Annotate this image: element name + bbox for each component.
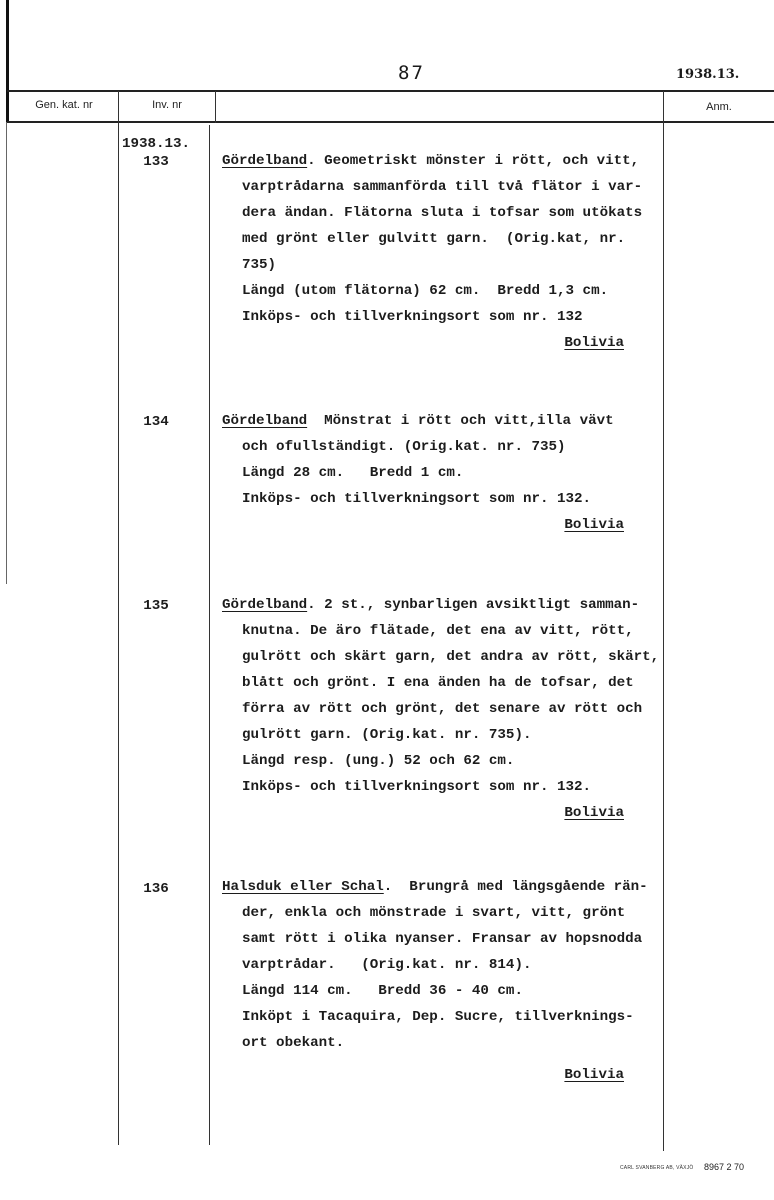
column-divider-desc-anm [663,91,664,1151]
column-divider-gen-inv [118,91,119,1145]
header-inv-nr: Inv. nr [152,99,182,111]
inv-number-prefix [116,135,196,171]
entry-line: varptrådarna sammanförda till två flätor i var- [242,179,643,195]
entry-line: samt rött i olika nyanser. Fransar av hopsnodda [242,931,643,947]
accession-reference: 1938.13. [676,67,740,82]
entry-line: gulrött och skärt garn, det andra av rött, skärt, [242,649,660,665]
inv-prefix: 1938.13. [121,136,191,152]
column-divider-inv-desc-header [215,91,216,123]
entry-country: Bolivia [564,335,624,351]
entry-title: Halsduk eller Schal [222,879,384,895]
form-number: 8967 2 70 [704,1162,745,1172]
entry-title: Gördelband [222,597,308,613]
page-left-edge-thin [6,122,7,584]
entry-line: varptrådar. (Orig.kat. nr. 814). [242,957,532,973]
header-gen-kat-nr: Gen. kat. nr [35,99,93,111]
entry-country: Bolivia [564,805,624,821]
entry-text: . Geometriskt mönster i rött, och vitt, [307,153,640,169]
entry-line: ort obekant. [242,1035,345,1051]
page-number: 87 [398,62,425,84]
entry-line: förra av rött och grönt, det senare av rött och [242,701,643,717]
entry-line: dera ändan. Flätorna sluta i tofsar som utökats [242,205,643,221]
printer-imprint: CARL SVANBERG AB, VÄXJÖ [620,1165,694,1171]
header-top-rule [7,90,774,92]
entry-line: Längd resp. (ung.) 52 och 62 cm. [242,753,515,769]
entry-country: Bolivia [564,517,624,533]
catalog-entry [222,592,662,826]
catalog-entry [222,408,662,538]
inv-number: 135 [143,598,169,614]
entry-text: . 2 st., synbarligen avsiktligt samman- [307,597,640,613]
entry-text: . Brungrå med längsgående rän- [383,879,648,895]
inv-number: 134 [143,414,169,430]
entry-line: knutna. De äro flätade, det ena av vitt, rött, [242,623,634,639]
entry-line: Längd (utom flätorna) 62 cm. Bredd 1,3 cm. [242,283,609,299]
entry-line: 735) [242,257,277,273]
catalog-entry [222,148,662,356]
catalog-entry [222,874,662,1088]
entry-title: Gördelband [222,153,308,169]
header-anm: Anm. [706,101,732,113]
entry-title: Gördelband [222,413,308,429]
column-divider-inv-desc [209,125,210,1145]
entry-line: Inköps- och tillverkningsort som nr. 132 [242,309,583,325]
entry-line: blått och grönt. I ena änden ha de tofsar, det [242,675,634,691]
entry-line: Inköps- och tillverkningsort som nr. 132. [242,779,592,795]
entry-line: Längd 28 cm. Bredd 1 cm. [242,465,464,481]
entry-line: med grönt eller gulvitt garn. (Orig.kat, nr. [242,231,626,247]
entry-line: gulrött garn. (Orig.kat. nr. 735). [242,727,532,743]
entry-line: Längd 114 cm. Bredd 36 - 40 cm. [242,983,523,999]
entry-text: Mönstrat i rött och vitt,illa vävt [307,413,614,429]
entry-country: Bolivia [564,1067,624,1083]
entry-line: Inköps- och tillverkningsort som nr. 132. [242,491,592,507]
header-bottom-rule [7,121,774,123]
inv-number: 136 [143,881,169,897]
entry-line: Inköpt i Tacaquira, Dep. Sucre, tillverknings- [242,1009,634,1025]
entry-line: der, enkla och mönstrade i svart, vitt, grönt [242,905,626,921]
inv-number: 133 [143,154,169,170]
page-left-edge [6,0,9,122]
entry-line: och ofullständigt. (Orig.kat. nr. 735) [242,439,566,455]
